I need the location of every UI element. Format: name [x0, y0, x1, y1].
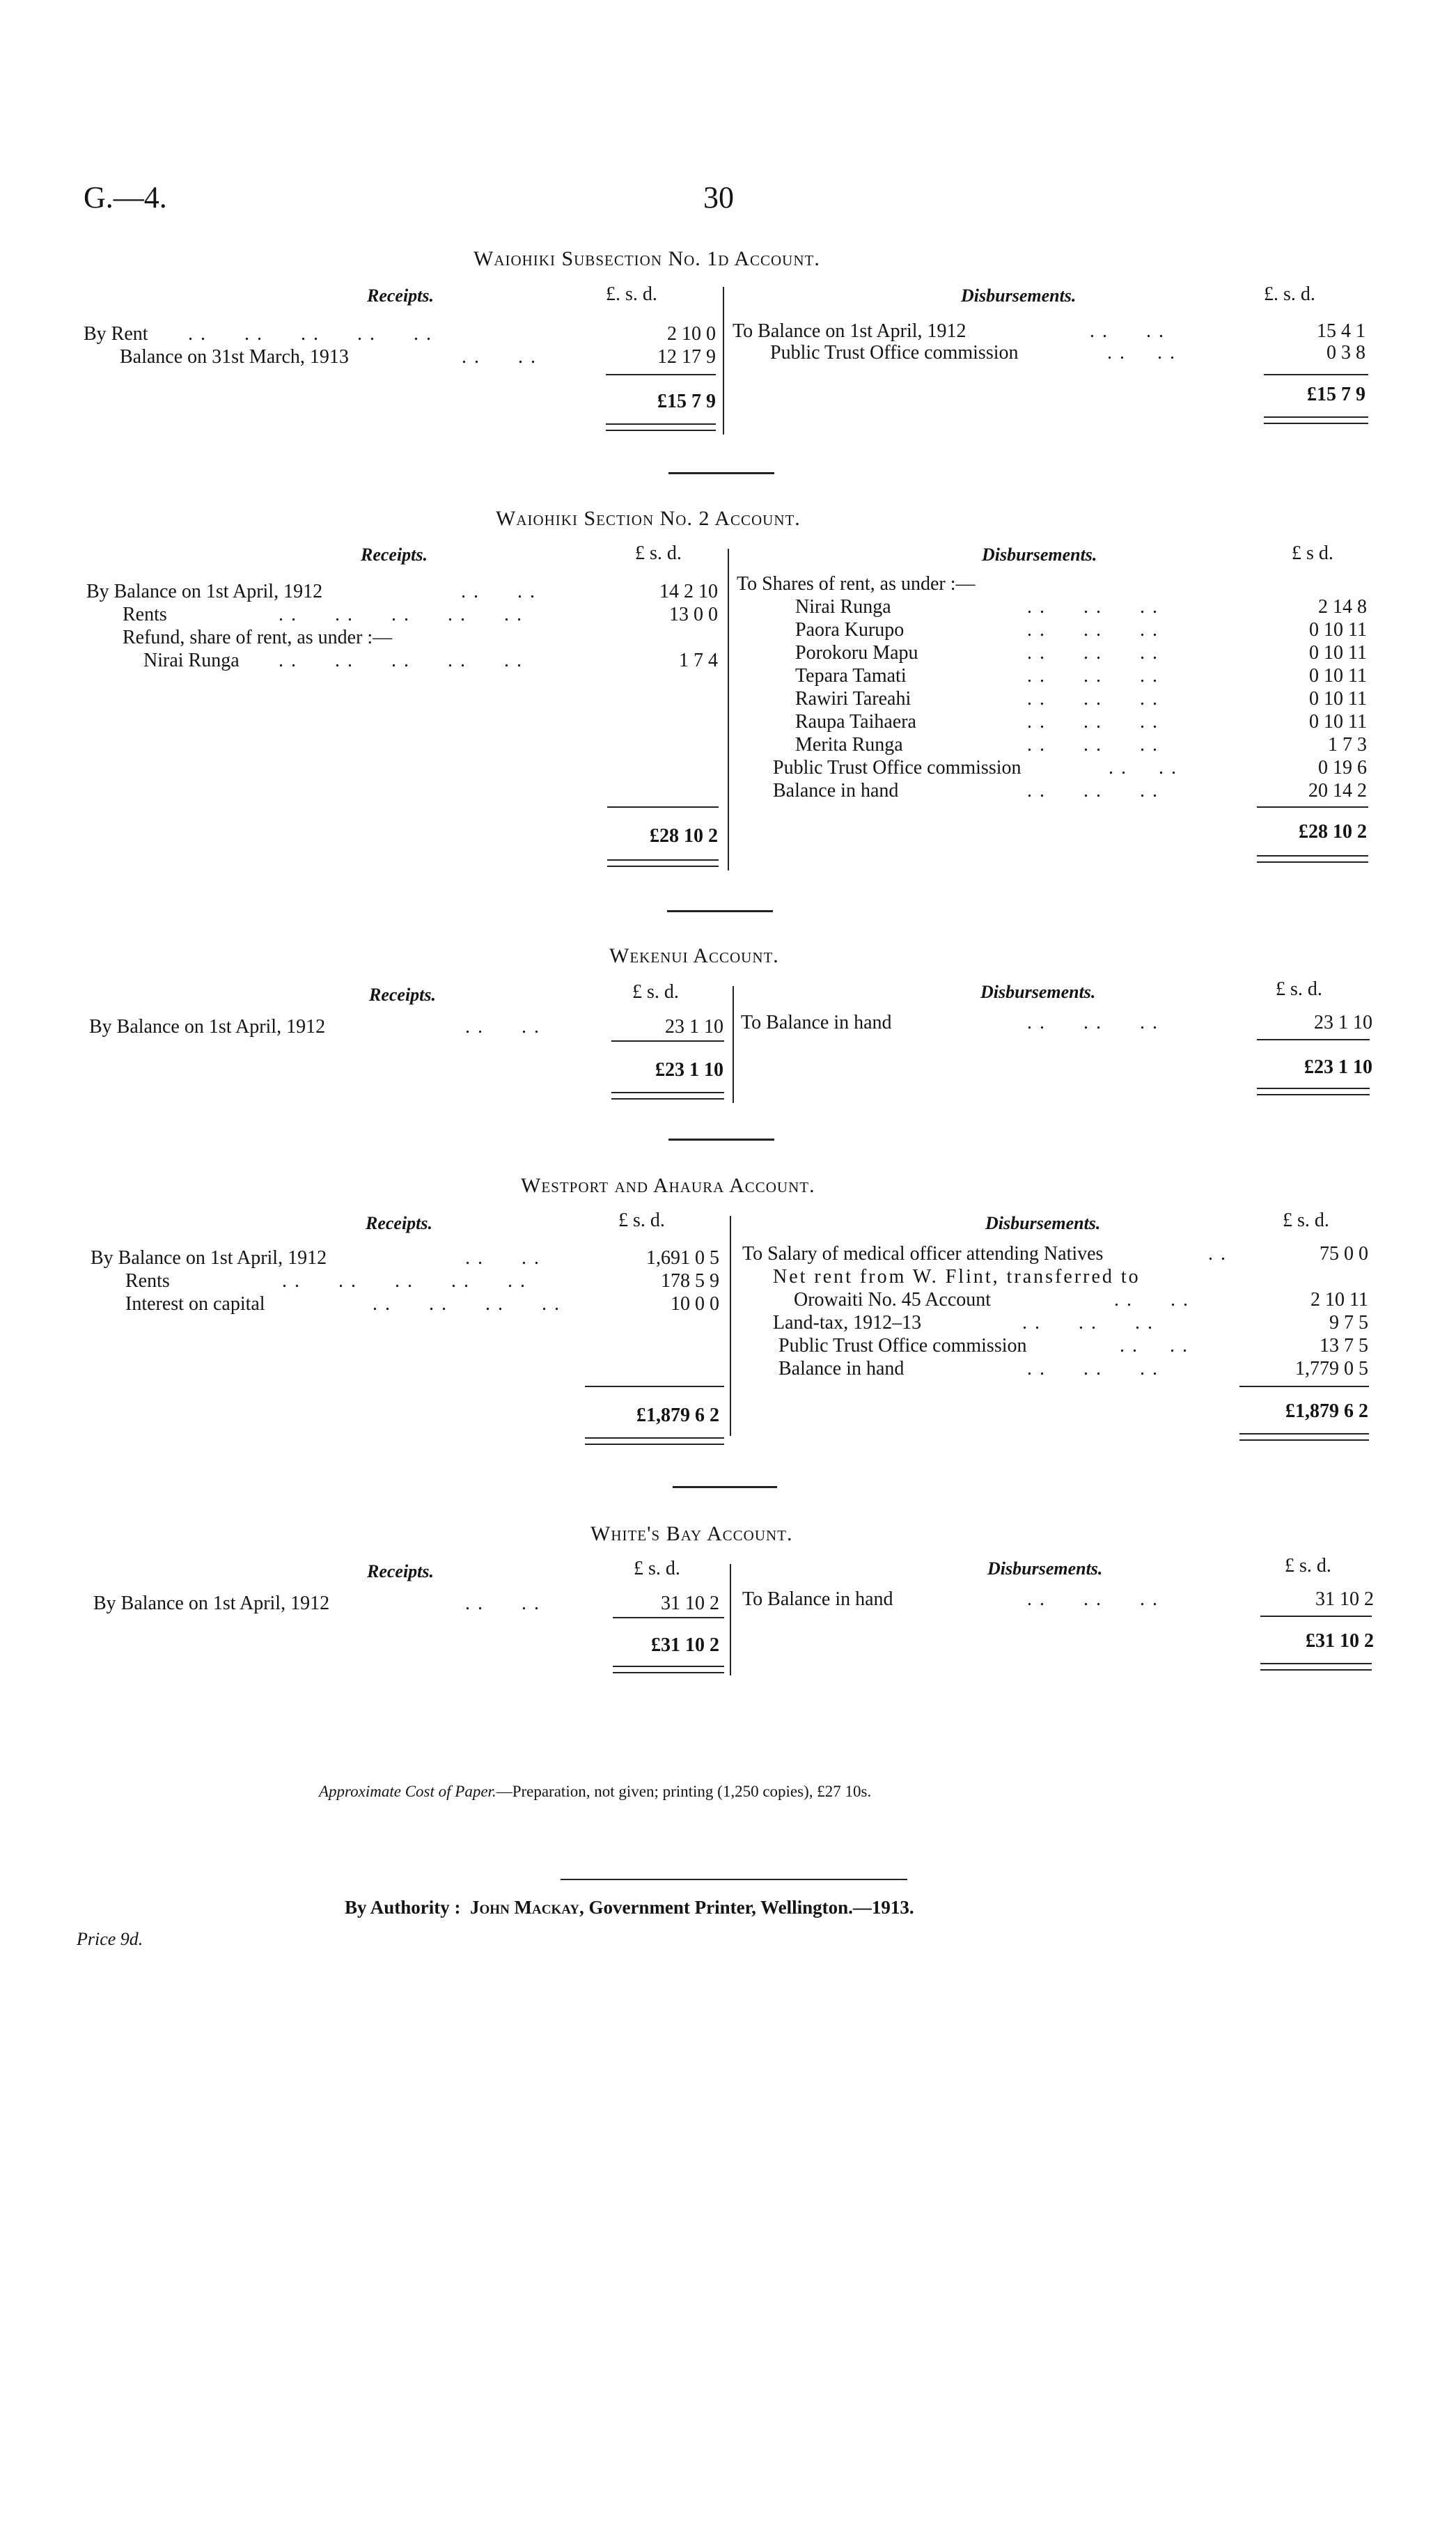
document-code: G.—4.	[84, 180, 167, 214]
leader-dots: . . . .	[1107, 342, 1176, 363]
disbursement-row	[0, 618, 1456, 641]
disbursement-label: To Salary of medical officer attending Natives	[742, 1243, 1104, 1265]
receipt-amount: 1,691 0 5	[646, 1247, 719, 1269]
authority-rest: Government Printer, Wellington.—1913.	[588, 1897, 914, 1918]
section-separator	[668, 1139, 774, 1141]
leader-dots: . . . . . .	[1027, 596, 1159, 618]
receipt-label: Rents	[123, 604, 167, 625]
disbursement-amount: 31 10 2	[1315, 1588, 1374, 1610]
disbursement-amount: 2 10 11	[1310, 1289, 1368, 1311]
receipt-amount: 23 1 10	[665, 1016, 723, 1038]
disbursement-label: Land-tax, 1912–13	[773, 1312, 922, 1334]
disbursement-amount: 0 3 8	[1326, 342, 1365, 363]
section-title: Westport and Ahaura Account.	[521, 1174, 815, 1197]
receipt-amount: 10 0 0	[671, 1293, 719, 1315]
receipts-total: £1,879 6 2	[636, 1405, 719, 1426]
disbursement-label: Public Trust Office commission	[773, 757, 1021, 779]
receipts-total: £28 10 2	[650, 825, 718, 847]
disbursement-amount: 2 14 8	[1318, 596, 1367, 618]
section-title: Waiohiki Section No. 2 Account.	[496, 507, 801, 530]
disbursements-total: £31 10 2	[1306, 1630, 1374, 1652]
subtotal-rule	[1239, 1386, 1369, 1387]
disbursement-label: To Balance in hand	[742, 1588, 893, 1610]
printer-name: John Mackay,	[470, 1897, 584, 1918]
leader-dots: . . . .	[1090, 320, 1165, 342]
receipt-label: Interest on capital	[125, 1293, 265, 1315]
currency-header-right: £ s. d.	[1285, 1555, 1331, 1577]
receipt-amount: 31 10 2	[661, 1593, 719, 1614]
leader-dots: . . . . . . . . . .	[282, 1270, 526, 1292]
subtotal-rule	[613, 1617, 724, 1618]
disbursement-row	[0, 687, 1456, 710]
cost-footnote	[319, 1783, 871, 1801]
leader-dots: . . . .	[465, 1593, 540, 1614]
disbursements-total: £1,879 6 2	[1285, 1400, 1368, 1422]
receipt-label: Refund, share of rent, as under :—	[123, 627, 393, 648]
disbursement-row	[0, 1334, 1456, 1357]
disbursement-row	[0, 641, 1456, 664]
section-title: Wekenui Account.	[609, 944, 779, 967]
disbursement-label: Paora Kurupo	[795, 619, 905, 641]
leader-dots: . . . . . .	[1027, 780, 1159, 802]
total-double-rule	[1257, 855, 1368, 863]
currency-header-right: £ s. d.	[1276, 978, 1322, 1000]
column-divider	[730, 1564, 731, 1675]
disbursement-amount: 0 10 11	[1309, 665, 1367, 687]
disbursement-amount: 0 10 11	[1309, 711, 1367, 733]
subtotal-rule	[607, 806, 719, 808]
disbursement-label: Raupa Taihaera	[795, 711, 916, 733]
disbursement-row	[0, 595, 1456, 618]
section-separator	[673, 1486, 777, 1488]
total-double-rule	[1264, 416, 1368, 424]
leader-dots: . . . . . .	[1022, 1312, 1154, 1334]
disbursement-row	[0, 710, 1456, 733]
currency-header-left: £ s. d.	[632, 981, 679, 1003]
leader-dots: . . . . . . . . . .	[279, 604, 523, 625]
subtotal-rule	[1257, 806, 1368, 808]
disbursement-label: Merita Runga	[795, 734, 903, 756]
total-double-rule	[606, 423, 716, 431]
disbursement-amount: 0 10 11	[1309, 619, 1367, 641]
disbursement-label: To Balance in hand	[741, 1012, 892, 1033]
section-separator	[668, 472, 774, 474]
leader-dots: . . . . . . . . . .	[188, 323, 432, 345]
disbursement-row	[0, 1011, 1456, 1034]
disbursement-label: Public Trust Office commission	[778, 1335, 1027, 1357]
currency-header-right: £. s. d.	[1264, 283, 1315, 305]
disbursement-label: To Shares of rent, as under :—	[737, 573, 976, 595]
disbursement-amount: 20 14 2	[1308, 780, 1367, 802]
price-label: Price 9d.	[77, 1929, 143, 1949]
disbursement-amount: 0 10 11	[1309, 642, 1367, 664]
disbursement-amount: 15 4 1	[1317, 320, 1365, 342]
disbursements-heading: Disbursements.	[987, 1558, 1103, 1579]
section-title: Waiohiki Subsection No. 1d Account.	[473, 247, 820, 270]
disbursement-amount: 9 7 5	[1329, 1312, 1368, 1334]
receipt-label: By Balance on 1st April, 1912	[91, 1247, 327, 1269]
disbursement-row	[0, 1588, 1456, 1611]
disbursement-row	[0, 664, 1456, 687]
leader-dots: . . . .	[462, 346, 537, 368]
authority-line	[345, 1897, 914, 1918]
receipts-total: £31 10 2	[651, 1634, 719, 1656]
leader-dots: . . . . . .	[1027, 1012, 1159, 1033]
receipt-amount: 13 0 0	[669, 604, 718, 625]
disbursement-row	[0, 572, 1456, 595]
receipts-total: £23 1 10	[655, 1059, 723, 1081]
disbursement-label: Balance in hand	[778, 1358, 905, 1379]
leader-dots: . . . .	[465, 1247, 540, 1269]
disbursements-total: £15 7 9	[1307, 384, 1365, 405]
disbursement-row	[0, 1311, 1456, 1334]
disbursements-heading: Disbursements.	[961, 286, 1077, 306]
disbursement-label: Nirai Runga	[795, 596, 891, 618]
receipt-label: Nirai Runga	[143, 650, 240, 671]
disbursement-label: Net rent from W. Flint, transferred to	[773, 1266, 1141, 1288]
currency-header-left: £. s. d.	[606, 283, 657, 305]
currency-header-right: £ s. d.	[1283, 1210, 1329, 1231]
disbursement-row	[0, 341, 1456, 364]
receipt-label: Balance on 31st March, 1913	[120, 346, 349, 368]
disbursements-total: £23 1 10	[1304, 1056, 1372, 1078]
receipt-amount: 1 7 4	[679, 650, 718, 671]
receipts-heading: Receipts.	[367, 286, 435, 306]
disbursement-amount: 23 1 10	[1314, 1012, 1372, 1033]
receipt-label: Rents	[125, 1270, 170, 1292]
footnote-text: —Preparation, not given; printing (1,250 copies), £27 10s.	[496, 1783, 872, 1800]
authority-prefix: By Authority :	[345, 1897, 461, 1918]
receipts-heading: Receipts.	[361, 545, 428, 565]
disbursements-total: £28 10 2	[1299, 821, 1367, 843]
receipt-label: By Balance on 1st April, 1912	[93, 1593, 330, 1614]
disbursement-row	[0, 1265, 1456, 1288]
total-double-rule	[613, 1666, 724, 1673]
total-double-rule	[607, 859, 719, 867]
leader-dots: . . . . . .	[1027, 642, 1159, 664]
column-divider	[733, 986, 734, 1103]
currency-header-left: £ s. d.	[618, 1210, 665, 1231]
subtotal-rule	[611, 1040, 724, 1042]
disbursement-amount: 13 7 5	[1320, 1335, 1368, 1357]
leader-dots: . . . .	[1109, 757, 1177, 779]
disbursement-label: Balance in hand	[773, 780, 899, 802]
disbursement-row	[0, 756, 1456, 779]
disbursement-row	[0, 779, 1456, 802]
leader-dots: . . . .	[1120, 1335, 1189, 1357]
subtotal-rule	[1264, 374, 1368, 375]
disbursement-row	[0, 320, 1456, 343]
disbursement-row	[0, 1288, 1456, 1311]
receipt-label: By Rent	[84, 323, 148, 345]
section-separator	[667, 910, 773, 912]
leader-dots: . . . . . .	[1027, 665, 1159, 687]
leader-dots: . . . . . .	[1027, 688, 1159, 710]
disbursements-heading: Disbursements.	[980, 982, 1096, 1002]
leader-dots: . . . . . . . . . .	[279, 650, 523, 671]
leader-dots: . . . . . .	[1027, 1358, 1159, 1379]
disbursement-row	[0, 1357, 1456, 1380]
receipts-heading: Receipts.	[367, 1561, 435, 1581]
page-number: 30	[703, 180, 734, 214]
section-title: White's Bay Account.	[590, 1522, 793, 1545]
receipt-amount: 12 17 9	[657, 346, 716, 368]
leader-dots: . . . . . .	[1027, 619, 1159, 641]
total-double-rule	[1260, 1663, 1372, 1671]
total-double-rule	[611, 1092, 724, 1100]
subtotal-rule	[1260, 1616, 1372, 1617]
total-double-rule	[1239, 1433, 1369, 1441]
receipt-amount: 178 5 9	[661, 1270, 719, 1292]
leader-dots: . . . .	[461, 581, 536, 602]
receipts-heading: Receipts.	[369, 985, 437, 1005]
total-double-rule	[585, 1437, 724, 1445]
disbursement-amount: 1,779 0 5	[1295, 1358, 1368, 1379]
subtotal-rule	[585, 1386, 724, 1387]
leader-dots: . . . .	[465, 1016, 540, 1038]
currency-header-right: £ s d.	[1292, 542, 1333, 564]
disbursement-label: Orowaiti No. 45 Account	[794, 1289, 992, 1311]
receipt-amount: 14 2 10	[659, 581, 718, 602]
total-double-rule	[1257, 1088, 1370, 1095]
disbursement-row	[0, 733, 1456, 756]
footer-rule	[561, 1879, 907, 1880]
disbursement-label: Tepara Tamati	[795, 665, 907, 687]
leader-dots: . . . . . .	[1027, 734, 1159, 756]
leader-dots: . . . .	[1114, 1289, 1189, 1311]
receipts-total: £15 7 9	[657, 391, 716, 412]
disbursement-amount: 1 7 3	[1328, 734, 1367, 756]
disbursements-heading: Disbursements.	[982, 545, 1097, 565]
receipt-amount: 2 10 0	[667, 323, 716, 345]
leader-dots: . .	[1208, 1243, 1227, 1265]
leader-dots: . . . . . . . .	[373, 1293, 561, 1315]
disbursements-heading: Disbursements.	[985, 1213, 1101, 1233]
receipts-heading: Receipts.	[366, 1213, 433, 1233]
disbursement-row	[0, 1242, 1456, 1265]
subtotal-rule	[1257, 1039, 1370, 1040]
disbursement-amount: 0 19 6	[1318, 757, 1367, 779]
disbursement-amount: 75 0 0	[1320, 1243, 1368, 1265]
subtotal-rule	[606, 374, 716, 375]
disbursement-amount: 0 10 11	[1309, 688, 1367, 710]
footnote-label: Approximate Cost of Paper.	[319, 1783, 496, 1800]
currency-header-left: £ s. d.	[634, 1558, 680, 1579]
disbursement-label: Porokoru Mapu	[795, 642, 918, 664]
receipt-label: By Balance on 1st April, 1912	[86, 581, 323, 602]
currency-header-left: £ s. d.	[635, 542, 682, 564]
leader-dots: . . . . . .	[1027, 711, 1159, 733]
disbursement-label: To Balance on 1st April, 1912	[733, 320, 966, 342]
leader-dots: . . . . . .	[1027, 1588, 1159, 1610]
disbursement-label: Public Trust Office commission	[770, 342, 1019, 363]
receipt-label: By Balance on 1st April, 1912	[89, 1016, 326, 1038]
disbursement-label: Rawiri Tareahi	[795, 688, 911, 710]
